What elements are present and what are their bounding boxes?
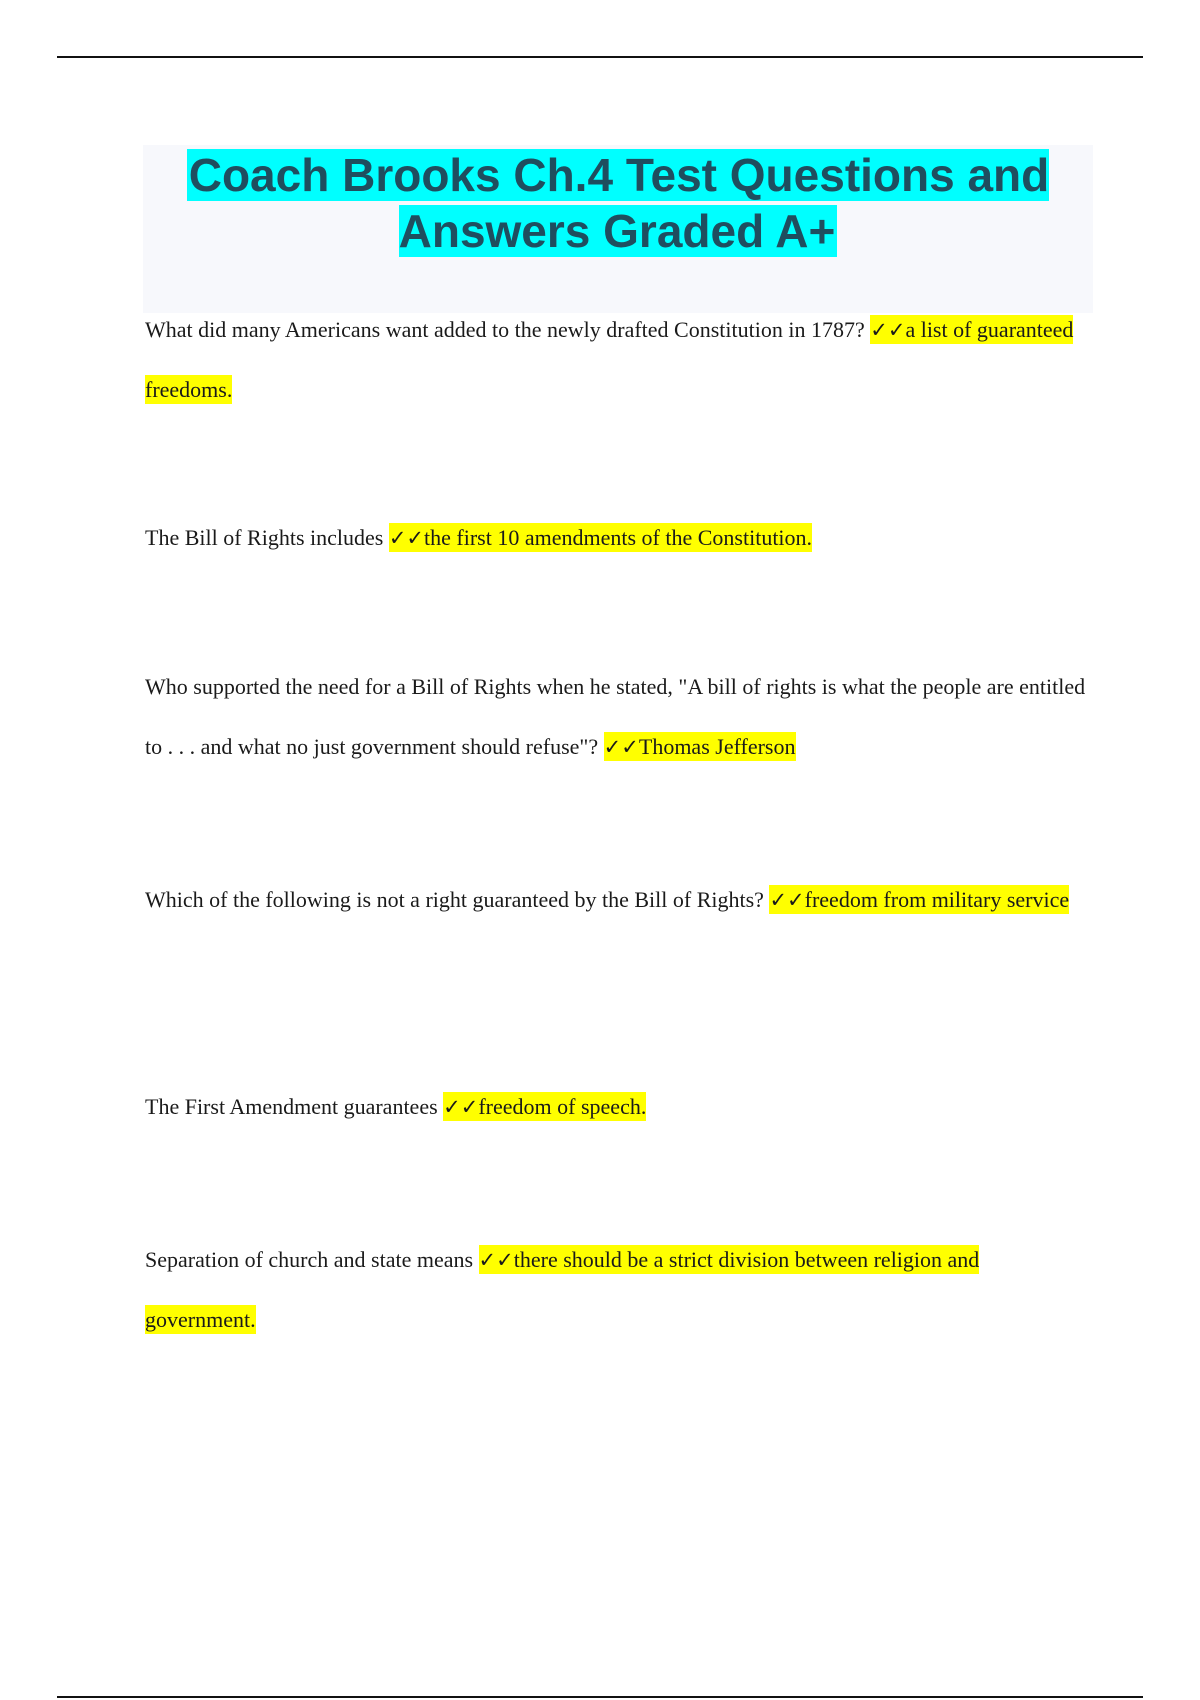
question-text: What did many Americans want added to the newly drafted Constitution in 1787? [145, 317, 865, 342]
question-text: Separation of church and state means [145, 1247, 474, 1272]
qa-item [145, 870, 1095, 930]
double-check-icon: ✓✓ [388, 526, 425, 550]
qa-item [145, 300, 1095, 420]
qa-item [145, 657, 1095, 777]
double-check-icon: ✓✓ [478, 1248, 514, 1272]
double-check-icon: ✓✓ [443, 1095, 479, 1119]
answer-text: freedom of speech. [478, 1094, 647, 1119]
page-title [143, 145, 1093, 259]
answer-text: freedom from military service [804, 887, 1070, 912]
header-rule [57, 56, 1143, 58]
double-check-icon: ✓✓ [603, 735, 639, 759]
qa-item [145, 1230, 1095, 1350]
answer-highlight [389, 523, 812, 552]
double-check-icon: ✓✓ [769, 888, 805, 912]
answer-highlight [769, 885, 1069, 914]
answer-text: the first 10 amendments of the Constitution. [424, 525, 813, 550]
answer-text: Thomas Jefferson [638, 734, 796, 759]
qa-item [145, 1077, 1095, 1137]
page-title-text: Coach Brooks Ch.4 Test Questions and Answers Graded A+ [188, 149, 1050, 257]
question-text: Which of the following is not a right guaranteed by the Bill of Rights? [145, 887, 764, 912]
answer-text: a list of guaranteed freedoms. [145, 317, 1074, 402]
answer-text: there should be a strict division between religion and government. [145, 1247, 980, 1332]
footer-rule [57, 1696, 1143, 1698]
question-text: The First Amendment guarantees [145, 1094, 438, 1119]
answer-highlight [443, 1092, 646, 1121]
qa-item [145, 508, 1095, 568]
question-text: Who supported the need for a Bill of Rights when he stated, "A bill of rights is what the people are entitled to . . . and what no just government should refuse"? [145, 674, 1086, 759]
title-banner [143, 145, 1093, 313]
answer-highlight [604, 732, 796, 761]
question-text: The Bill of Rights includes [145, 525, 384, 550]
double-check-icon: ✓✓ [870, 318, 906, 342]
